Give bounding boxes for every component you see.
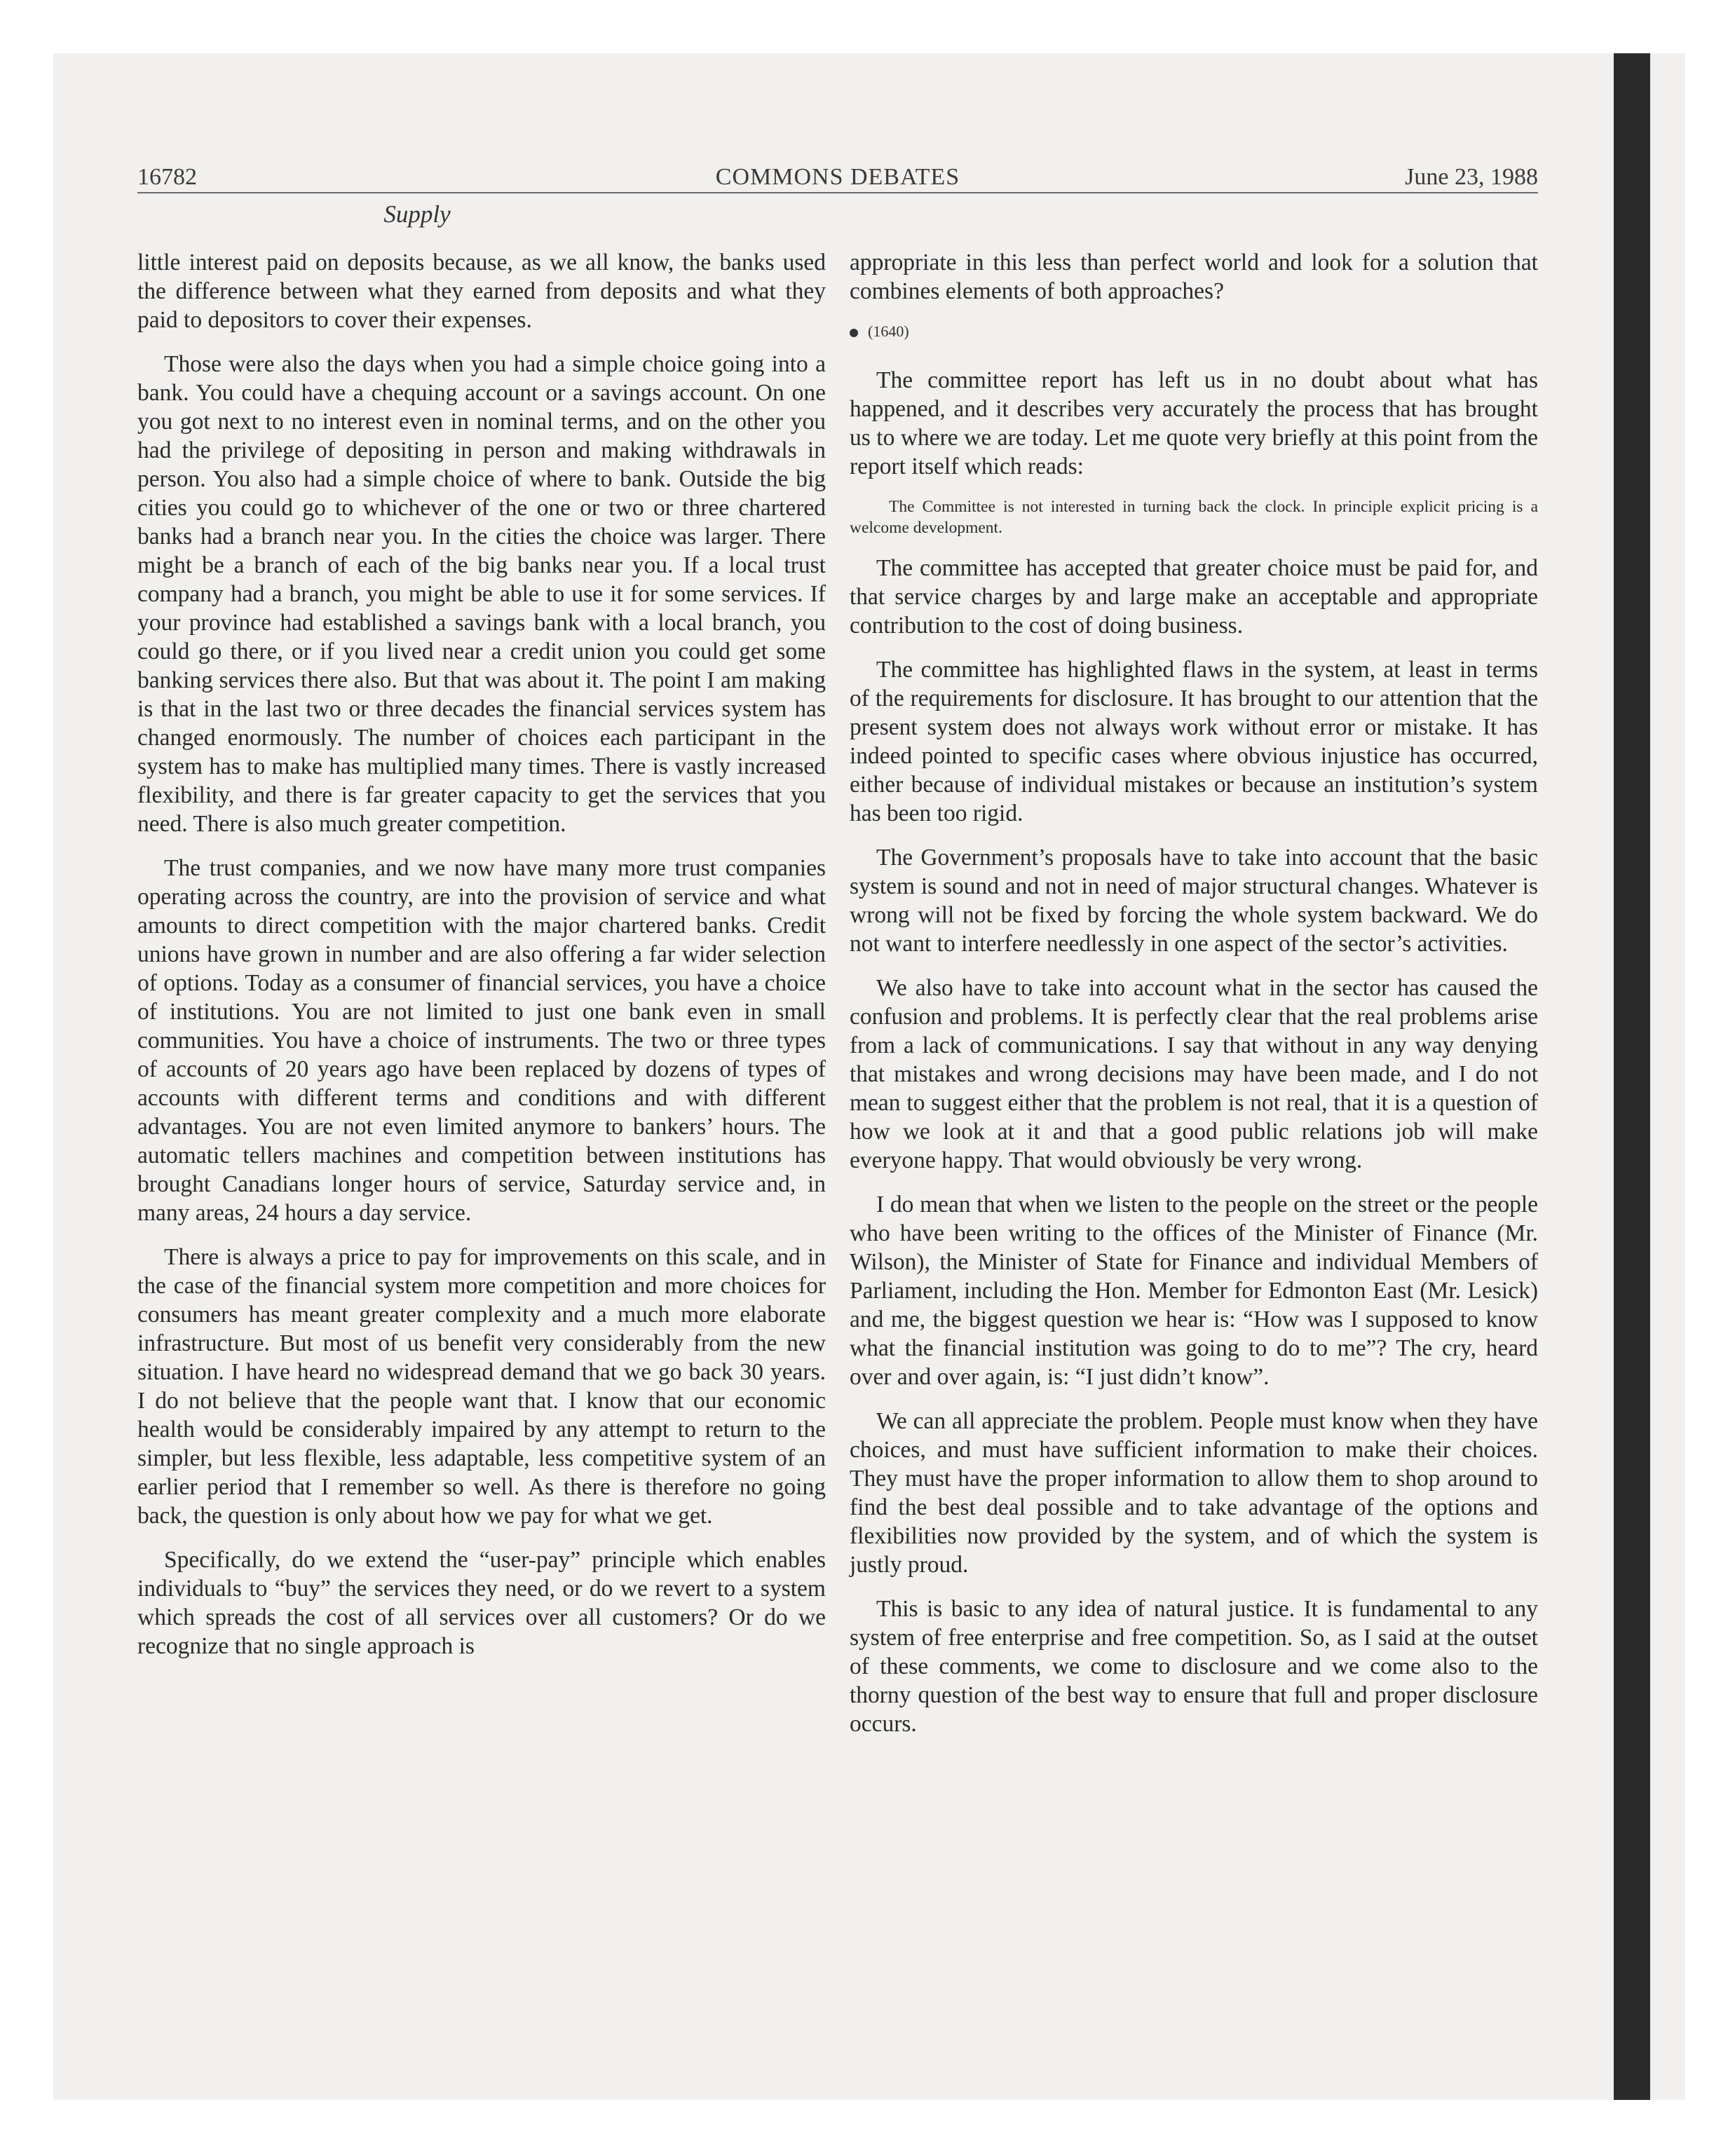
- page-header: [137, 156, 1538, 193]
- scan-edge-shadow: [1614, 53, 1650, 2100]
- page-date: June 23, 1988: [1405, 164, 1538, 190]
- left-column: [137, 248, 826, 1676]
- paragraph: This is basic to any idea of natural justice. It is fundamental to any system of free enterprise and free competition. So, as I said at the outset of these comments, we come to disclosure and we come also to the thorny question of the best way to ensure that full and proper disclosure occurs.: [850, 1596, 1538, 1737]
- paragraph: The trust companies, and we now have many more trust companies operating across the country, are into the provision of service and what amounts to direct competition with the major chartered banks. Credit unions have grown in number and are also offering a far wider selection of options. Today as a consumer of financial services, you have a choice of institutions. You are not limited to just one bank even in small communities. You have a choice of instruments. The two or three types of accounts of 20 years ago have been replaced by dozens of types of accounts with different terms and conditions and with different advantages. You are not even limited anymore to bankers’ hours. The automatic tellers machines and competition between institutions has brought Canadians longer hours of service, Saturday service and, in many areas, 24 hours a day service.: [137, 855, 826, 1226]
- paragraph: Specifically, do we extend the “user-pay” principle which enables individuals to “buy” the services they need, or do we revert to a system which spreads the cost of all services over all customers? Or do we recognize that no single approach is: [137, 1547, 826, 1659]
- time-marker: [850, 321, 1538, 342]
- time-marker-text: (1640): [868, 322, 909, 340]
- paragraph: Those were also the days when you had a simple choice going into a bank. You could have a chequing account or a savings account. On one you got next to no interest even in nominal terms, and on the other you had the privilege of depositing in person and making withdrawals in person. You also had a simple choice of where to bank. Outside the big cities you could go to whichever of the one or two or three chartered banks had a branch near you. In the cities the choice was larger. There might be a branch of each of the big banks near you. If a local trust company had a branch, you might be able to use it for some services. If your province had established a savings bank with a local branch, you could go there, or if you lived near a credit union you could get some banking services there also. But that was about it. The point I am making is that in the last two or three decades the financial services system has changed enormously. The number of choices each participant in the system has to make has multiplied many times. There is vastly increased flexibility, and there is far greater capacity to get the services that you need. There is also much greater competition.: [137, 351, 826, 837]
- section-label: Supply: [383, 200, 451, 228]
- paragraph: We also have to take into account what in the sector has caused the confusion and problems. It is perfectly clear that the real problems arise from a lack of communications. I say that without in any way denying that mistakes and wrong decisions may have been made, and I do not mean to suggest either that the problem is not real, that it is a question of how we look at it and that a good public relations job will make everyone happy. That would obviously be very wrong.: [850, 975, 1538, 1173]
- paragraph: The committee has accepted that greater choice must be paid for, and that service charges by and large make an acceptable and appropriate contribution to the cost of doing business.: [850, 555, 1538, 639]
- bullet-icon: [850, 329, 858, 337]
- block-quote: [850, 496, 1538, 538]
- running-title: COMMONS DEBATES: [715, 164, 960, 190]
- block-quote-text: The Committee is not interested in turning back the clock. In principle explicit pricing is a welcome development.: [850, 498, 1538, 537]
- paragraph: There is always a price to pay for improvements on this scale, and in the case of the financial system more competition and more choices for consumers has meant greater complexity and a much more elaborate infrastructure. But most of us benefit very considerably from the new situation. I have heard no widespread demand that we go back 30 years. I do not believe that the people want that. I know that our economic health would be considerably impaired by any attempt to return to the simpler, but less flexible, less adaptable, less competitive system of an earlier period that I remember so well. As there is therefore no going back, the question is only about how we pay for what we get.: [137, 1244, 826, 1529]
- paragraph: I do mean that when we listen to the people on the street or the people who have been writing to the offices of the Minister of Finance (Mr. Wilson), the Minister of State for Finance and individual Members of Parliament, including the Hon. Member for Edmonton East (Mr. Lesick) and me, the biggest question we hear is: “How was I supposed to know what the financial institution was going to do to me”? The cry, heard over and over again, is: “I just didn’t know”.: [850, 1192, 1538, 1390]
- page-number: 16782: [137, 164, 197, 190]
- right-column: [850, 248, 1538, 1754]
- paragraph: The Government’s proposals have to take into account that the basic system is sound and not in need of major structural changes. Whatever is wrong will not be fixed by forcing the whole system backward. We do not want to interfere needlessly in one aspect of the sector’s activities.: [850, 845, 1538, 957]
- paragraph: little interest paid on deposits because, as we all know, the banks used the difference between what they earned from deposits and what they paid to depositors to cover their expenses.: [137, 250, 826, 333]
- paragraph: appropriate in this less than perfect world and look for a solution that combines elements of both approaches?: [850, 250, 1538, 304]
- paragraph: The committee report has left us in no doubt about what has happened, and it describes very accurately the process that has brought us to where we are today. Let me quote very briefly at this point from the report itself which reads:: [850, 367, 1538, 479]
- paragraph: The committee has highlighted flaws in the system, at least in terms of the requirements for disclosure. It has brought to our attention that the present system does not always work without error or mistake. It has indeed pointed to specific cases where obvious injustice has occurred, either because of individual mistakes or because an institution’s system has been too rigid.: [850, 657, 1538, 826]
- paragraph: We can all appreciate the problem. People must know when they have choices, and must have sufficient information to make their choices. They must have the proper information to allow them to shop around to find the best deal possible and to take advantage of the options and flexibilities now provided by the system, and of which the system is justly proud.: [850, 1408, 1538, 1578]
